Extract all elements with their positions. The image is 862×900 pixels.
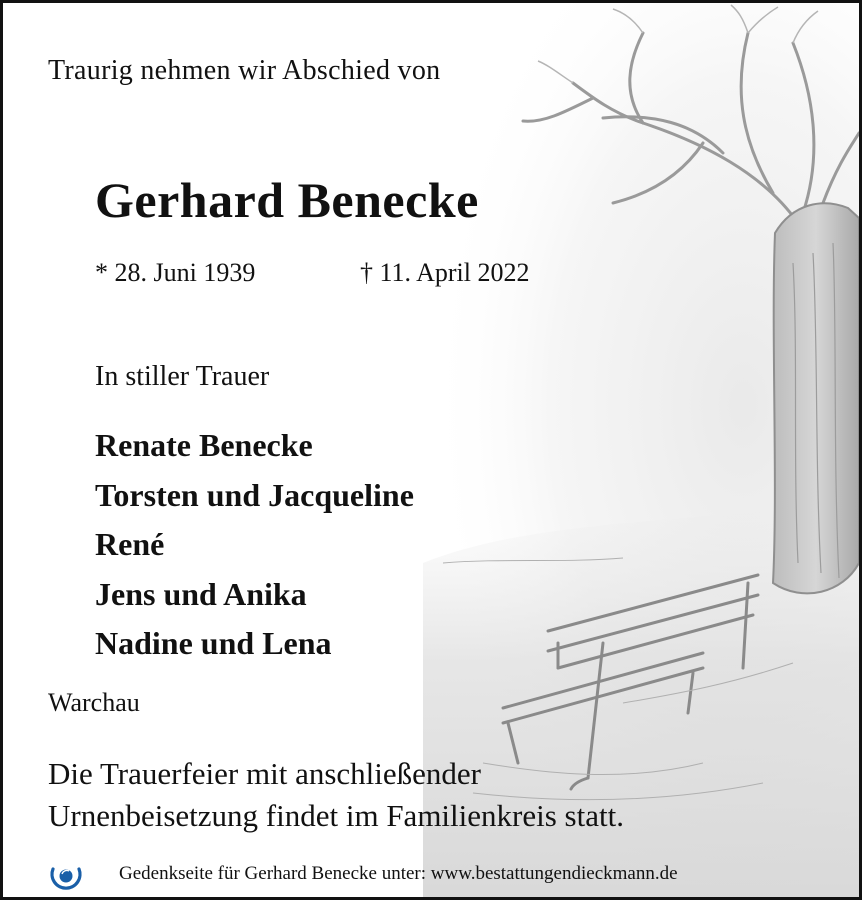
birth-date: * 28. Juni 1939 — [95, 258, 256, 287]
mourners-list — [95, 421, 414, 669]
mourner-name: Torsten und Jacqueline — [95, 476, 414, 513]
place-name: Warchau — [48, 688, 140, 717]
mourner-name: Jens und Anika — [95, 575, 307, 612]
intro-line: Traurig nehmen wir Abschied von — [48, 55, 441, 86]
mourner-name: Nadine und Lena — [95, 625, 332, 661]
mourner-name: Renate Benecke — [95, 427, 313, 463]
memorial-logo-icon — [48, 857, 84, 893]
mourner-name: René — [95, 526, 165, 562]
ceremony-note — [48, 753, 624, 837]
mourning-line: In stiller Trauer — [95, 361, 270, 392]
deceased-name: Gerhard Benecke — [95, 172, 479, 228]
ceremony-line: Urnenbeisetzung findet im Familienkreis statt. — [48, 798, 624, 833]
ceremony-line: Die Trauerfeier mit anschließender — [48, 756, 481, 791]
death-date: † 11. April 2022 — [360, 258, 530, 287]
memorial-page-link[interactable]: Gedenkseite für Gerhard Benecke unter: www.bestattungendieckmann.de — [119, 863, 678, 884]
